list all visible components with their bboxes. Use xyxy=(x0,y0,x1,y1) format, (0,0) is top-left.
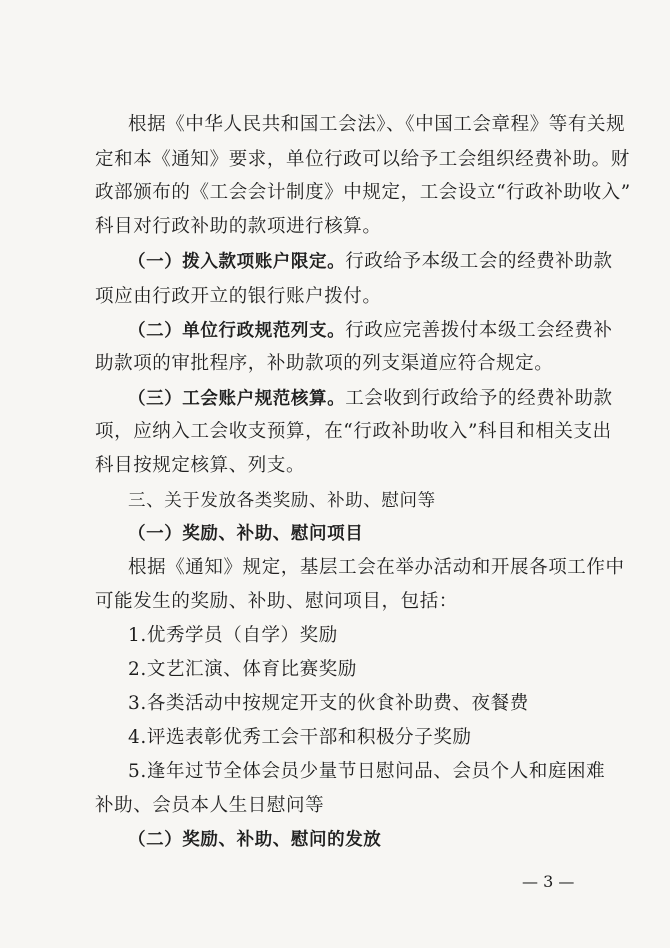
list-item-1: 1.优秀学员（自学）奖励 xyxy=(128,625,338,646)
list-item-4: 4.评选表彰优秀工会干部和积极分子奖励 xyxy=(128,727,472,748)
item3-line1 xyxy=(128,387,613,411)
item1-line1 xyxy=(128,250,613,274)
item3-heading: （三）工会账户规范核算。 xyxy=(128,389,346,409)
page-number: — 3 — xyxy=(522,872,575,891)
subsection-heading-1: （一）奖励、补助、慰问项目 xyxy=(128,524,364,544)
section-heading: 三、关于发放各类奖励、补助、慰问等 xyxy=(128,491,436,511)
item3-line3: 科目按规定核算、列支。 xyxy=(95,455,306,476)
item3-text: 工会收到行政给予的经费补助款 xyxy=(345,388,613,409)
item1-text: 行政给予本级工会的经费补助款 xyxy=(345,251,613,272)
list-item-2: 2.文艺汇演、体育比赛奖励 xyxy=(128,659,357,680)
list-item-3: 3.各类活动中按规定开支的伙食补助费、夜餐费 xyxy=(128,693,529,714)
item1-heading: （一）拨入款项账户限定。 xyxy=(128,252,346,272)
item3-line2: 项，应纳入工会收支预算，在“行政补助收入”科目和相关支出 xyxy=(95,421,612,442)
para1-line4: 科目对行政补助的款项进行核算。 xyxy=(95,216,382,237)
item2-heading: （二）单位行政规范列支。 xyxy=(128,321,346,341)
para1-line2: 定和本《通知》要求，单位行政可以给予工会组织经费补助。财 xyxy=(95,149,630,170)
item2-text: 行政应完善拨付本级工会经费补 xyxy=(345,320,613,341)
item2-line2: 助款项的审批程序，补助款项的列支渠道应符合规定。 xyxy=(95,353,554,374)
para1-line1: 根据《中华人民共和国工会法》、《中国工会章程》等有关规 xyxy=(128,114,626,135)
para2-line2: 可能发生的奖励、补助、慰问项目，包括： xyxy=(95,591,458,612)
item2-line1 xyxy=(128,319,613,343)
list-item-5-cont: 补助、会员本人生日慰问等 xyxy=(95,795,325,816)
item1-line2: 项应由行政开立的银行账户拨付。 xyxy=(95,286,382,307)
subsection-heading-2: （二）奖励、补助、慰问的发放 xyxy=(128,830,382,850)
para2-line1: 根据《通知》规定，基层工会在举办活动和开展各项工作中 xyxy=(128,557,625,578)
para1-line3: 政部颁布的《工会会计制度》中规定，工会设立“行政补助收入” xyxy=(95,182,631,203)
list-item-5: 5.逢年过节全体会员少量节日慰问品、会员个人和庭困难 xyxy=(128,761,606,782)
